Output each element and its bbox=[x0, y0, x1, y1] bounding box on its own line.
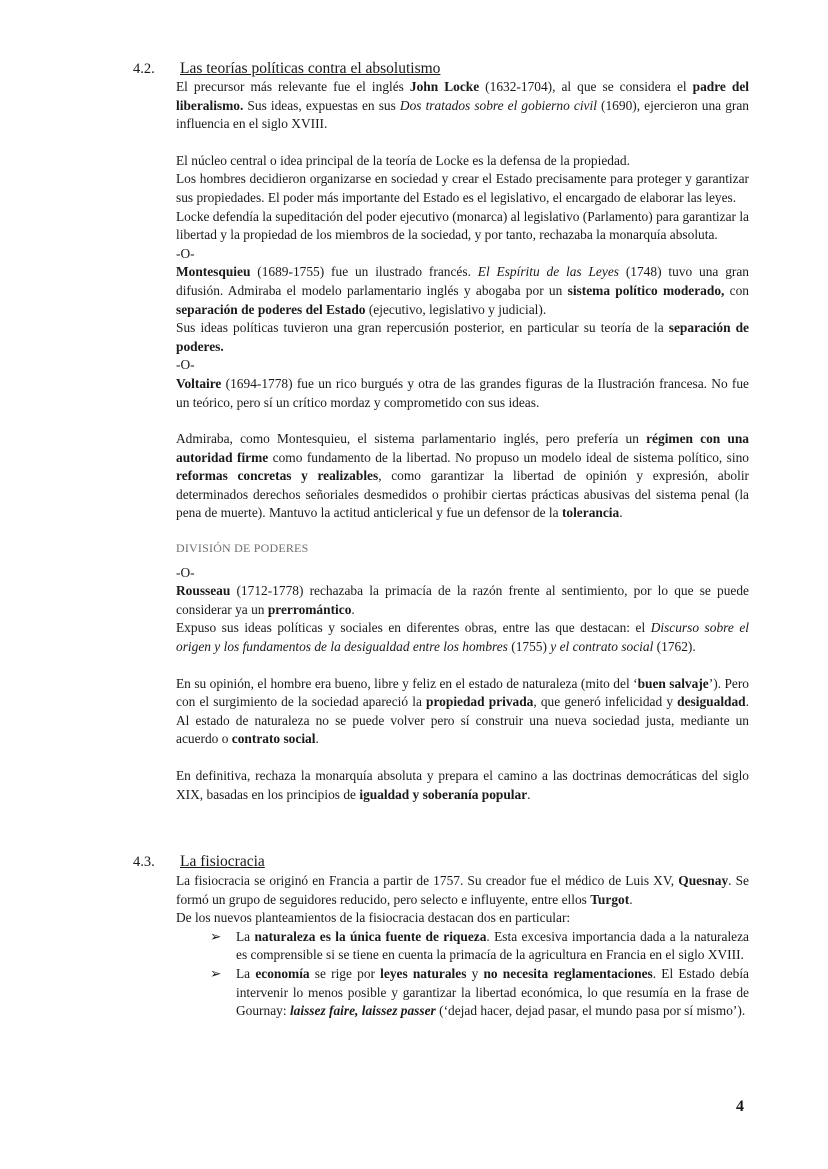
paragraph-locke-core: El núcleo central o idea principal de la teoría de Locke es la defensa de la propiedad. bbox=[176, 152, 630, 168]
separator: -O- bbox=[176, 357, 195, 373]
paragraph-locke-powers: Locke defendía la supeditación del poder ejecutivo (monarca) al legislativo (Parlamento) para garantizar la libertad y la propiedad de los miembros de la sociedad, y por tanto, rechazaba la monarquía absoluta. bbox=[176, 208, 749, 243]
section-4-3-body bbox=[176, 872, 749, 1021]
paragraph-locke-society: Los hombres decidieron organizarse en sociedad y crear el Estado precisamente para proteger y garantizar sus propiedades. El poder más importante del Estado es el legislativo, el encargado de elaborar las leyes. bbox=[176, 171, 749, 205]
section-heading-4-3 bbox=[133, 853, 265, 871]
section-title: Las teorías políticas contra el absolutismo bbox=[180, 60, 441, 77]
fisiocracia-bullet-list bbox=[176, 928, 749, 1021]
section-title: La fisiocracia bbox=[180, 853, 265, 870]
paragraph-voltaire-ideas: Admiraba, como Montesquieu, el sistema parlamentario inglés, pero prefería un régimen con una autoridad firme como fundamento de la libertad. No propuso un modelo ideal de sistema político, sino reformas concretas y realizables, como garantizar la libertad de opinión y expresión, abolir determinados derechos señoriales desmedidos o prohibir ciertas prácticas abusivas del sistema penal (la pena de muerte). Mantuvo la actitud anticlerical y fue un defensor de la tolerancia. bbox=[176, 431, 750, 521]
paragraph-locke-intro: El precursor más relevante fue el inglés John Locke (1632-1704), al que se considera el padre del liberalismo. Sus ideas, expuestas en sus Dos tratados sobre el gobierno civil (1690), ejercieron una gran influencia en el siglo XVIII. bbox=[176, 79, 750, 132]
paragraph-montesquieu: Montesquieu (1689-1755) fue un ilustrado francés. El Espíritu de las Leyes (1748) tuvo una gran difusión. Admiraba el modelo parlamentario inglés y abogaba por un sistema político moderado, con separación de poderes del Estado (ejecutivo, legislativo y judicial). bbox=[176, 264, 749, 317]
section-heading-4-2 bbox=[133, 60, 440, 78]
separator: -O- bbox=[176, 245, 195, 261]
paragraph-fisiocracia-planteamientos: De los nuevos planteamientos de la fisiocracia destacan dos en particular: bbox=[176, 910, 571, 926]
section-4-2-body bbox=[176, 78, 749, 804]
paragraph-rousseau-conclusion: En definitiva, rechaza la monarquía absoluta y prepara el camino a las doctrinas democráticas del siglo XIX, basadas en los principios de igualdad y soberanía popular. bbox=[176, 768, 749, 802]
separator: -O- bbox=[176, 564, 195, 580]
paragraph-rousseau-nature: En su opinión, el hombre era bueno, libre y feliz en el estado de naturaleza (mito del ‘buen salvaje’). Pero con el surgimiento de la sociedad apareció la propiedad privada, que generó infelicidad y desigualdad. Al estado de naturaleza no se puede volver pero sí construir una nueva sociedad justa, mediante un acuerdo o contrato social. bbox=[176, 675, 749, 747]
paragraph-voltaire-intro: Voltaire (1694-1778) fue un rico burgués y otra de las grandes figuras de la Ilustración francesa. No fue un teórico, pero sí un crítico mordaz y comprometido con sus ideas. bbox=[176, 375, 749, 410]
arrow-bullet-icon: ➢ bbox=[210, 928, 222, 944]
division-heading: DIVISIÓN DE PODERES bbox=[176, 541, 309, 556]
list-item: ➢ La naturaleza es la única fuente de riqueza. Esta excesiva importancia dada a la naturaleza es comprensible si se tiene en cuenta la primacía de la agricultura en Francia en el siglo XVIII. bbox=[210, 928, 749, 963]
paragraph-rousseau-works: Expuso sus ideas políticas y sociales en diferentes obras, entre las que destacan: el Discurso sobre el origen y los fundamentos de la desigualdad entre los hombres (1755) y el contrato social (1762). bbox=[176, 620, 749, 655]
paragraph-rousseau-intro: Rousseau (1712-1778) rechazaba la primacía de la razón frente al sentimiento, por lo que se puede considerar ya un prerromántico. bbox=[176, 583, 749, 617]
paragraph-fisiocracia-origin: La fisiocracia se originó en Francia a partir de 1757. Su creador fue el médico de Luis XV, Quesnay. Se formó un grupo de seguidores reducido, pero selecto e influyente, entre ellos Turgot. bbox=[176, 873, 750, 907]
page-number: 4 bbox=[736, 1098, 744, 1115]
section-number: 4.2. bbox=[133, 61, 155, 77]
list-item: ➢ La economía se rige por leyes naturales y no necesita reglamentaciones. El Estado debía intervenir lo menos posible y garantizar la libertad económica, lo que resumía en la frase de Gournay: laissez faire, laissez passer (‘dejad hacer, dejad pasar, el mundo pasa por sí mismo’). bbox=[210, 965, 749, 1019]
paragraph-montesquieu-legacy: Sus ideas políticas tuvieron una gran repercusión posterior, en particular su teoría de la separación de poderes. bbox=[176, 320, 750, 354]
section-number: 4.3. bbox=[133, 854, 155, 870]
arrow-bullet-icon: ➢ bbox=[210, 965, 222, 981]
